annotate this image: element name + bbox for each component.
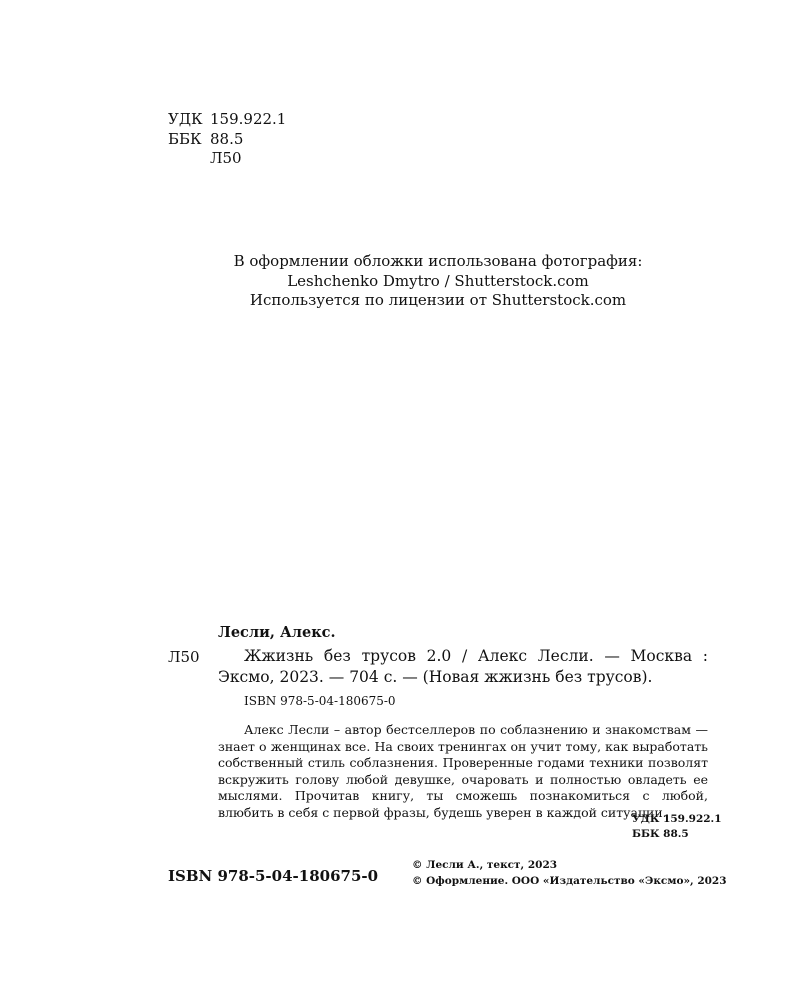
credit-line-3: Используется по лицензии от Shutterstock.com	[249, 291, 627, 309]
catalog-author-code: Л50	[168, 648, 200, 666]
copyright-notices	[412, 857, 727, 889]
copyright-text: © Лесли А., текст, 2023	[412, 859, 558, 871]
udk-value: 159.922.1	[210, 110, 287, 128]
classification-codes	[168, 110, 286, 169]
bbk-value: 88.5	[210, 129, 244, 148]
book-annotation: Алекс Лесли – автор бестселлеров по соблазнению и знакомствам — знает о женщинах все. На своих тренингах он учит тому, как выработать собственный стиль соблазнения. Проверенные годами техники позволят вскружить голову любой девушке, очаровать и полностью овладеть ее мыслями. Прочитав книгу, ты сможешь познакомиться с любой, влюбить в себя с первой фразы, будешь уверен в каждой ситуации.	[218, 722, 708, 820]
bbk-label: ББК	[168, 129, 202, 148]
catalog-classification	[632, 812, 722, 842]
copyright-design: © Оформление. ООО «Издательство «Эксмо», 2023	[412, 875, 727, 887]
footer-isbn: ISBN 978-5-04-180675-0	[168, 867, 379, 885]
catalog-bbk: ББК 88.5	[632, 828, 689, 840]
udk-label: УДК	[168, 110, 203, 128]
credit-line-1: В оформлении обложки использована фотография:	[233, 252, 643, 270]
catalog-author: Лесли, Алекс.	[218, 624, 336, 641]
udk-row	[168, 110, 286, 130]
catalog-udk: УДК 159.922.1	[632, 813, 722, 825]
bibliographic-description: Жжизнь без трусов 2.0 / Алекс Лесли. — Москва : Эксмо, 2023. — 704 с. — (Новая жжизнь без трусов).	[218, 647, 708, 686]
cover-photo-credit	[0, 252, 800, 311]
author-code: Л50	[210, 149, 242, 167]
credit-line-2: Leshchenko Dmytro / Shutterstock.com	[287, 271, 589, 290]
catalog-isbn: ISBN 978-5-04-180675-0	[244, 694, 396, 708]
bbk-row	[168, 130, 286, 150]
